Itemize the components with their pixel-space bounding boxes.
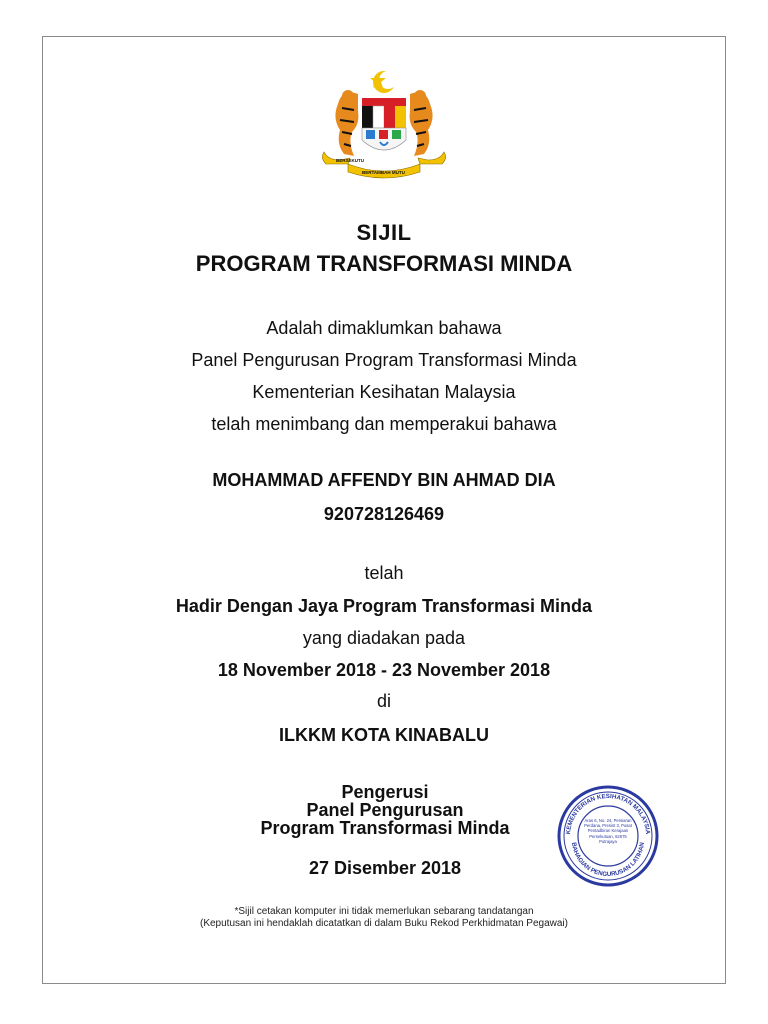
motto-scroll-icon [322, 152, 445, 178]
left-motto: BERSEKUTU [336, 158, 365, 163]
intro-line: Kementerian Kesihatan Malaysia [252, 382, 516, 402]
shield-icon [362, 98, 406, 150]
program-dates: 18 November 2018 - 23 November 2018 [217, 660, 551, 680]
intro-line: Panel Pengurusan Program Transformasi Minda [191, 350, 577, 370]
issue-date: 27 Disember 2018 [308, 858, 462, 878]
stamp-address: Aras 6, No. 24, Persiaran Perdana, Presint 3, Pusat Pentadbiran Kerajaan Persekutuan, 62675 Putrajaya [584, 818, 632, 844]
bottom-motto: BERTAMBAH MUTU [362, 170, 405, 175]
at-text: di [376, 691, 391, 711]
held-on-text: yang diadakan pada [302, 628, 466, 648]
intro-line: telah menimbang dan memperakui bahawa [211, 414, 557, 434]
intro-line: Adalah dimaklumkan bahawa [266, 318, 502, 338]
official-stamp-icon [556, 784, 660, 888]
tiger-icon [335, 90, 358, 156]
recipient-ic: 920728126469 [323, 504, 445, 524]
malaysia-coat-of-arms-icon [318, 68, 450, 180]
stamp-ring-top: KEMENTERIAN KESIHATAN MALAYSIA [564, 792, 652, 835]
venue: ILKKM KOTA KINABALU [279, 725, 489, 745]
recipient-name: MOHAMMAD AFFENDY BIN AHMAD DIA [212, 470, 556, 490]
program-title: PROGRAM TRANSFORMASI MINDA [195, 251, 573, 276]
certificate-title: SIJIL [356, 220, 412, 245]
footer-note: *Sijil cetakan komputer ini tidak memerlukan sebarang tandatangan [234, 906, 534, 917]
stamp-ring-bottom: BAHAGIAN PENGURUSAN LATIHAN [570, 841, 646, 879]
signatory-panel: Panel Pengurusan [306, 800, 464, 820]
footer-note: (Keputusan ini hendaklah dicatatkan di dalam Buku Rekod Perkhidmatan Pegawai) [199, 918, 568, 929]
signatory-title: Pengerusi [341, 782, 429, 802]
crescent-star-icon [370, 71, 397, 93]
telah-text: telah [364, 563, 404, 583]
achievement-text: Hadir Dengan Jaya Program Transformasi Minda [175, 596, 593, 616]
tiger-icon [410, 90, 433, 156]
signatory-program: Program Transformasi Minda [260, 818, 510, 838]
